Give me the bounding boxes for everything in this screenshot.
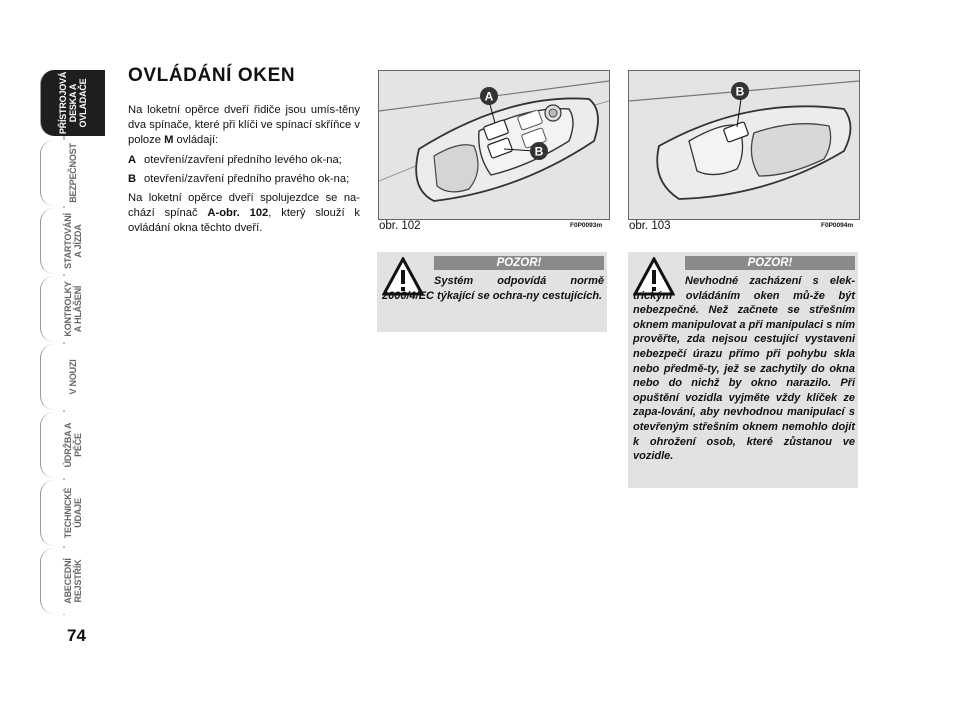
warning-box-window-danger [628,252,858,488]
figure-103-code: F0P0094m [821,222,854,229]
figure-label-b: B [534,144,544,159]
tab-pristrojova-deska[interactable] [40,70,105,136]
tab-startovani[interactable] [40,208,105,274]
tab-udrzba[interactable] [40,412,105,478]
tab-bezpecnost[interactable] [40,140,105,206]
tab-label: BEZPEČNOST [68,143,78,203]
tab-v-nouzi[interactable] [40,344,105,410]
tab-label: KONTROLKY A HLÁŠENÍ [63,281,83,337]
figure-102-caption: obr. 102 [379,220,421,232]
warning-heading: POZOR! [434,256,604,270]
tab-label: ÚDRŽBA A PÉČE [63,422,83,468]
figure-103-caption: obr. 103 [629,220,671,232]
warning-box-standard [377,252,607,332]
passenger-paragraph: Na loketní opěrce dveří spolujezdce se na-chází spínač A-obr. 102, který slouží k ovládání okna těchto dveří. [128,192,361,235]
warning-text: Nevhodné zacházení s elek-trickým ovládáním oken mů-že být nebezpečné. Než začnete se střešním oknem manipulovat a při manipulaci s ním prověřte, zda nejsou cestující vystaveni nebezpečí úrazu přímo při pohybu skla nebo předmě-ty, jež se zachytily do okna nebo do nichž by okno narazilo. Při opuštění vozidla vyjměte vždy klíček ze zapa-lování, aby nevhodnou manipulací s otevřeným střešním oknem nemohlo dojít k ohrožení osob, které zůstanou ve vozidle. [633,275,855,463]
warning-heading: POZOR! [685,256,855,270]
figure-103 [628,70,860,220]
figure-102-code: F0P0093m [570,222,603,229]
tab-label: ABECEDNÍ REJSTŘÍK [63,558,83,604]
tab-kontrolky[interactable] [40,276,105,342]
tab-abecedni-rejstrik[interactable] [40,548,105,614]
passenger-door-switch-illustration [629,71,859,219]
body-text [128,103,360,241]
page-number: 74 [67,626,86,645]
tab-technicke-udaje[interactable] [40,480,105,546]
tab-label: PŘÍSTROJOVÁ DESKA A OVLADAČE [58,71,88,135]
figure-label-b: B [735,84,745,99]
figure-102 [378,70,610,220]
driver-door-switch-illustration [379,71,609,219]
list-item: B otevření/zavření předního pravého ok-na; [128,172,350,185]
tab-label: STARTOVÁNÍ A JÍZDA [63,213,83,269]
page-title: OVLÁDÁNÍ OKEN [128,65,296,86]
warning-text: Systém odpovídá normě 2000/4/EC týkající se ochra-ny cestujících. [382,275,604,302]
tab-label: TECHNICKÉ ÚDAJE [63,487,83,539]
figure-label-a: A [484,89,494,104]
tab-label: V NOUZI [68,359,78,395]
intro-paragraph: Na loketní opěrce dveří řidiče jsou umís-těny dva spínače, které při klíči ve spínací skříňce v poloze M ovládají: [128,104,360,147]
list-item: A otevření/zavření předního levého ok-na; [128,153,342,166]
